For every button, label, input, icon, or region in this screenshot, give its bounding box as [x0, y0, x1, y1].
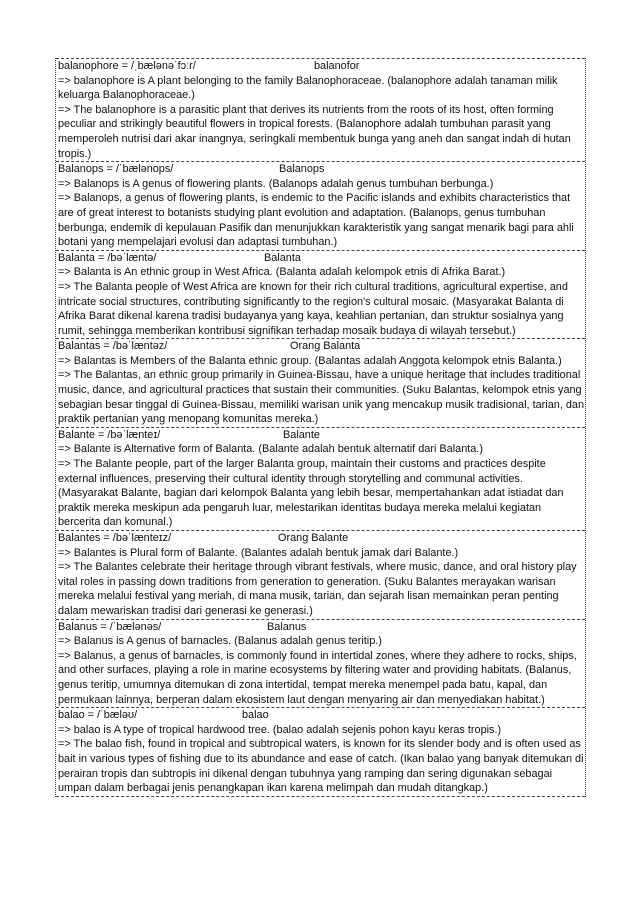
definition-line: => Balanus, a genus of barnacles, is commonly found in intertidal zones, where they adhere to rocks, ships, [58, 649, 577, 662]
translation-word: Balante [283, 428, 320, 441]
headword-pronunciation: Balantes = /bəˈlænteɪz/ [58, 532, 172, 544]
definition-line: praktik mereka meskipun ada pengaruh luar, melestarikan identitas budaya mereka melalui kegiatan [58, 501, 542, 514]
entry-header [56, 162, 585, 177]
definition-line: peculiar and strikingly beautiful flowers in tropical forests. (Balanophore adalah tumbuhan parasit yang [58, 118, 551, 131]
entry-header [56, 251, 585, 266]
definition-line: vital roles in passing down traditions from generation to generation. (Suku Balantes merayakan warisan [58, 575, 556, 588]
definition-line: => Balantes is Plural form of Balante. (Balantes adalah bentuk jamak dari Balante.) [58, 546, 459, 559]
definition-line: umpan dalam berbagai jenis penangkapan ikan karena melimpah dan mudah ditangkap.) [58, 782, 488, 795]
definition-line: bercerita dan komunal.) [58, 516, 173, 529]
entry-header [56, 428, 585, 443]
definition-line: perairan tropis dan subtropis ini dikenal dengan tubuhnya yang ramping dan sering digunakan sebagai [58, 767, 553, 780]
definition-line: intricate social structures, contributing significantly to the region's cultural mosaic. (Masyarakat Balanta di [58, 295, 564, 308]
dictionary-entry [56, 427, 585, 530]
definition-line: => Balante is Alternative form of Balanta. (Balante adalah bentuk alternatif dari Balanta.) [58, 443, 483, 456]
dictionary-entry [56, 161, 585, 250]
definition-line: => The Balantas, an ethnic group primarily in Guinea-Bissau, have a unique heritage that includes traditional [58, 369, 581, 382]
dictionary-entry [56, 338, 585, 427]
entry-header [56, 708, 585, 723]
translation-word: Balanta [264, 251, 301, 264]
translation-word: balao [242, 709, 269, 722]
headword-pronunciation: balanophore = /ˌbælənəˈfɔːr/ [58, 60, 196, 72]
definition-line: => Balantas is Members of the Balanta ethnic group. (Balantas adalah Anggota kelompok etnis Balanta.) [58, 354, 562, 367]
entry-header [56, 339, 585, 354]
definition-line: => The balao fish, found in tropical and subtropical waters, is known for its slender body and is often used as [58, 738, 581, 751]
definition-line: are of great interest to botanists studying plant evolution and adaptation. (Balanops, genus tumbuhan [58, 206, 546, 219]
entry-header [56, 620, 585, 635]
dictionary-entry [56, 250, 585, 339]
entry-header [56, 531, 585, 546]
definition-line: rumit, sehingga memberikan kontribusi signifikan terhadap mosaik budaya di wilayah tersebut.) [58, 324, 516, 337]
definition-line: => The Balanta people of West Africa are known for their rich cultural traditions, agricultural expertise, and [58, 280, 568, 293]
translation-word: Balanus [267, 620, 307, 633]
definition-line: => The Balantes celebrate their heritage through vibrant festivals, where music, dance, and oral history play [58, 561, 577, 574]
dictionary-entry [56, 707, 585, 797]
definition-line: => Balanops is A genus of flowering plants. (Balanops adalah genus tumbuhan berbunga.) [58, 177, 494, 190]
headword-pronunciation: balao = /ˈbæləʊ/ [58, 709, 138, 722]
definition-line: => Balanus is A genus of barnacles. (Balanus adalah genus teritip.) [58, 635, 382, 648]
translation-word: Orang Balanta [290, 340, 361, 353]
dictionary-entry [56, 530, 585, 619]
definition-line: => balanophore is A plant belonging to the family Balanophoraceae. (balanophore adalah tanaman milik [58, 74, 558, 87]
definition-line: dalam mewariskan tradisi dari generasi ke generasi.) [58, 604, 313, 617]
definition-line: praktik pertanian yang menopang komunitas mereka.) [58, 413, 319, 426]
dictionary-entry [56, 58, 585, 161]
definition-line: mereka melalui festival yang meriah, di mana musik, tarian, dan sejarah lisan memainkan peran penting [58, 590, 559, 603]
definition-line: memperoleh nutrisi dari akar inangnya, seringkali membentuk bunga yang aneh dan sangat indah di hutan [58, 132, 571, 145]
headword-pronunciation: Balanta = /bəˈlæntə/ [58, 251, 157, 264]
definition-line: external influences, preserving their cultural identity through storytelling and communal activities. [58, 472, 523, 485]
definition-line: permukaan lainnya, berperan dalam ekosistem laut dengan menyaring air dan menyediakan habitat.) [58, 693, 545, 706]
definition-line: => The balanophore is a parasitic plant that derives its nutrients from the roots of its host, often forming [58, 103, 554, 116]
headword-pronunciation: Balanus = /ˈbælənəs/ [58, 620, 162, 633]
definition-line: => Balanta is An ethnic group in West Africa. (Balanta adalah kelompok etnis di Afrika Barat.) [58, 266, 506, 279]
headword-pronunciation: Balante = /bəˈlænteɪ/ [58, 428, 161, 441]
definition-line: genus teritip, umumnya ditemukan di zona intertidal, tempat mereka menempel pada batu, kapal, dan [58, 678, 548, 691]
definition-line: => balao is A type of tropical hardwood tree. (balao adalah sejenis pohon kayu keras tropis.) [58, 723, 502, 736]
definition-line: => Balanops, a genus of flowering plants, is endemic to the Pacific islands and exhibits characteristics that [58, 192, 571, 205]
definition-line: (Masyarakat Balante, bagian dari kelompok Balanta yang lebih besar, mempertahankan adat istiadat dan [58, 487, 564, 500]
dictionary-document [55, 58, 586, 797]
definition-line: => The Balante people, part of the larger Balanta group, maintain their customs and practices despite [58, 458, 546, 471]
definition-line: sebagian besar tinggal di Guinea-Bissau, memiliki warisan unik yang mencakup musik tradisional, tarian, dan [58, 398, 585, 411]
translation-word: Orang Balante [278, 532, 349, 544]
definition-line: keluarga Balanophoraceae.) [58, 89, 195, 102]
definition-line: tropis.) [58, 147, 92, 160]
translation-word: balanofor [314, 60, 360, 72]
definition-line: and other surfaces, playing a role in marine ecosystems by filtering water and providing habitats. (Balanus, [58, 664, 572, 677]
definition-line: bait in various types of fishing due to its abundance and ease of catch. (Ikan balao yang banyak ditemukan di [58, 752, 584, 765]
definition-line: botani yang mempelajari evolusi dan adaptasi tumbuhan.) [58, 236, 338, 249]
definition-line: berbunga, endemik di kepulauan Pasifik dan menunjukkan karakteristik yang sangat menarik bagi para ahli [58, 221, 574, 234]
headword-pronunciation: Balantas = /bəˈlæntəz/ [58, 340, 168, 353]
translation-word: Balanops [279, 163, 325, 176]
headword-pronunciation: Balanops = /ˈbælənops/ [58, 163, 174, 176]
entry-header [56, 59, 585, 74]
definition-line: Afrika Barat dikenal karena tradisi budayanya yang kaya, keahlian pertanian, dan struktur sosialnya yang [58, 310, 564, 323]
definition-line: music, dance, and agricultural practices that sustain their communities. (Suku Balantas, kelompok etnis yang [58, 384, 582, 397]
dictionary-entry [56, 619, 585, 708]
